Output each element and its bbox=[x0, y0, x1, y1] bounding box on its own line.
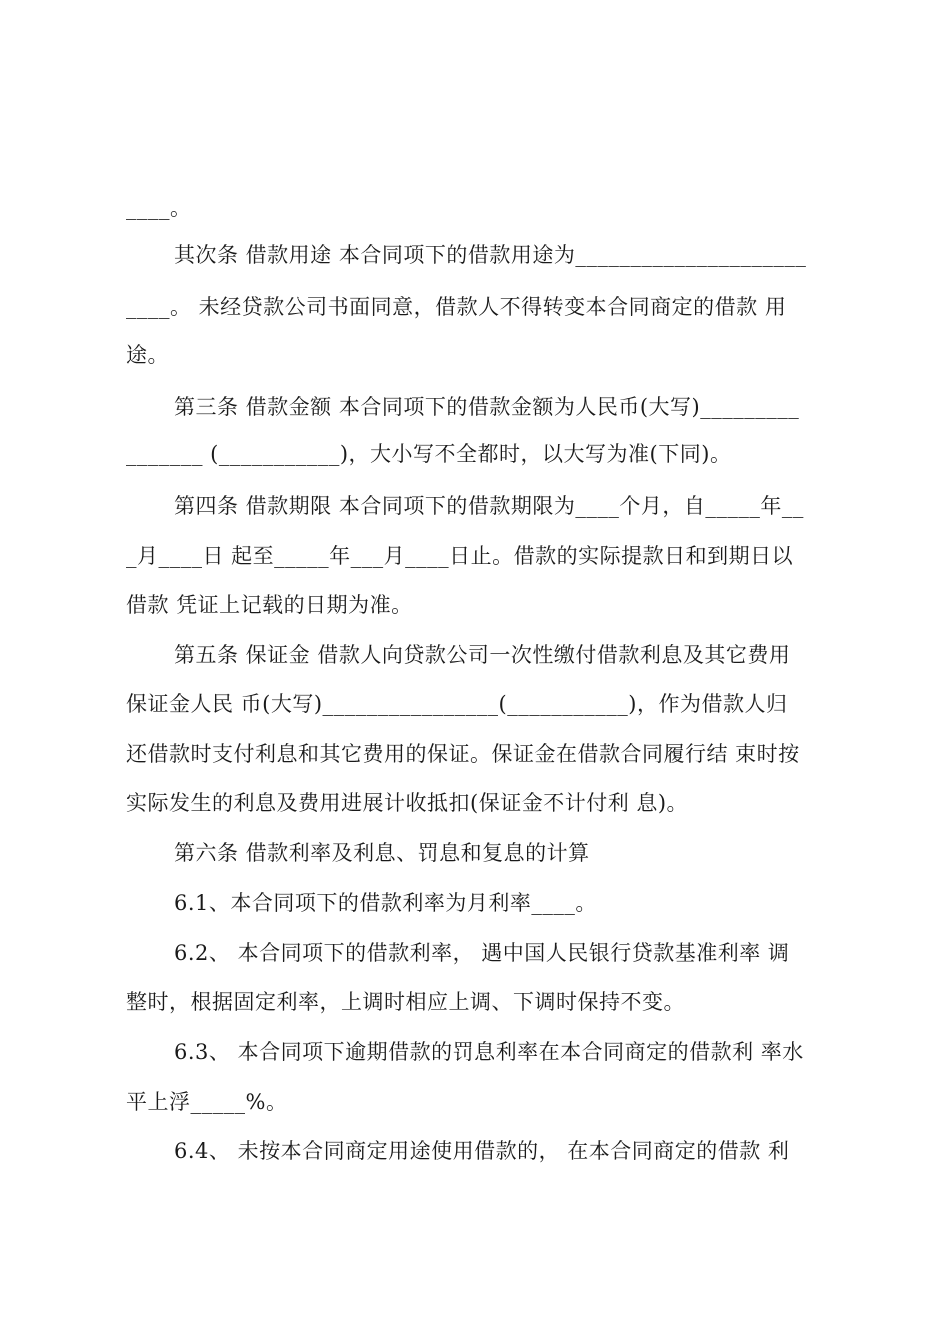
clause-6-2-line: 6.2、 本合同项下的借款利率， 遇中国人民银行贷款基准利率 调 bbox=[174, 941, 790, 965]
article-2-heading-line: 其次条 借款用途 本合同项下的借款用途为_____________________ bbox=[174, 243, 807, 267]
text-line: 途。 bbox=[126, 343, 169, 367]
article-5-heading-line: 第五条 保证金 借款人向贷款公司一次性缴付借款利息及其它费用 bbox=[174, 643, 791, 667]
text-line: _月____日 起至_____年___月____日止。借款的实际提款日和到期日以 bbox=[126, 544, 794, 568]
clause-6-4-line: 6.4、 未按本合同商定用途使用借款的， 在本合同商定的借款 利 bbox=[174, 1139, 790, 1163]
text-line: 还借款时支付利息和其它费用的保证。保证金在借款合同履行结 束时按 bbox=[126, 742, 800, 766]
text-line: 保证金人民 币(大写)________________(___________)，作为借款人归 bbox=[126, 692, 788, 716]
text-line: 借款 凭证上记载的日期为准。 bbox=[126, 593, 413, 617]
article-4-heading-line: 第四条 借款期限 本合同项下的借款期限为____个月，自_____年__ bbox=[174, 494, 804, 518]
article-3-heading-line: 第三条 借款金额 本合同项下的借款金额为人民币(大写)_________ bbox=[174, 395, 800, 419]
text-line: 平上浮_____%。 bbox=[126, 1090, 288, 1114]
clause-6-3-line: 6.3、 本合同项下逾期借款的罚息利率在本合同商定的借款利 率水 bbox=[174, 1040, 804, 1064]
text-line: ____。 bbox=[126, 196, 192, 220]
text-line: _______ (___________)，大小写不全都时，以大写为准(下同)。 bbox=[126, 442, 732, 466]
text-line: ____。 未经贷款公司书面同意，借款人不得转变本合同商定的借款 用 bbox=[126, 295, 787, 319]
clause-6-1-line: 6.1、本合同项下的借款利率为月利率____。 bbox=[174, 891, 597, 915]
text-line: 整时，根据固定利率，上调时相应上调、下调时保持不变。 bbox=[126, 990, 685, 1014]
text-line: 实际发生的利息及费用进展计收抵扣(保证金不计付利 息)。 bbox=[126, 791, 689, 815]
article-6-heading-line: 第六条 借款利率及利息、罚息和复息的计算 bbox=[174, 841, 590, 865]
